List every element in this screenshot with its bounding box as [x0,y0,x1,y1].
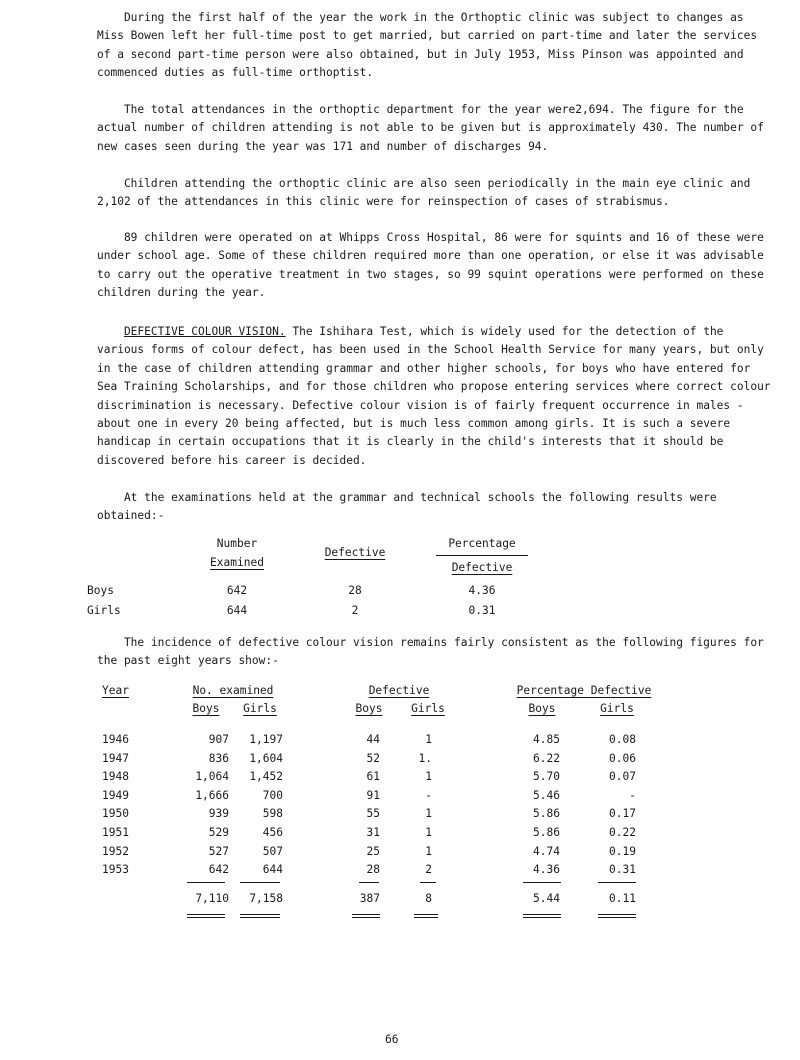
cell-pct-boys: 5.86 [533,807,560,821]
cell-percentage: 0.31 [468,604,496,617]
cell-year: 1946 [102,733,129,746]
double-rule [523,914,561,918]
cell-ex-girls: 456 [262,826,283,839]
cell-pct-boys: 4.74 [533,844,560,858]
cell-pct-boys: 5.86 [533,826,560,839]
cell-ex-boys: 1,666 [195,788,229,802]
paragraph-eye-clinic: Children attending the orthoptic clinic are also seen periodically in the main eye clinic and 2,102 of the attendances in this clinic were for reinspection of cases of strabismus. [97,177,751,209]
cell-year: 1947 [102,751,129,765]
total-rule [240,882,280,883]
cell-def-boys: 91 [366,788,380,802]
cell-def-boys: 31 [366,826,380,839]
cell-ex-girls: 700 [262,788,283,802]
cell-def-girls: 1 [425,844,432,858]
total-rule [523,882,561,883]
cell-def-boys: 61 [366,770,380,784]
cell-pct-girls: 0.19 [609,844,636,858]
paragraph-incidence: The incidence of defective colour vision remains fairly consistent as the following figures for the past eight years show:- [97,636,764,668]
subheader-ex-girls: Girls [243,702,277,715]
cell-ex-girls: 1,452 [249,770,283,784]
cell-year: 1952 [102,844,129,858]
cell-year: 1951 [102,826,129,839]
total-ex-boys: 7,110 [195,892,229,905]
cell-defective: 28 [348,584,362,597]
page-number: 66 [385,1033,399,1046]
header-pct-defective: Defective [451,561,513,574]
cell-pct-boys: 5.70 [533,770,560,784]
cell-pct-boys: 4.85 [533,733,560,746]
cell-ex-boys: 907 [208,733,229,746]
cell-ex-girls: 598 [262,807,283,821]
total-ex-girls: 7,158 [249,892,283,905]
row-label: Boys [87,584,114,597]
header-defective-group: Defective [368,684,430,697]
subheader-pct-girls: Girls [600,702,634,715]
cell-def-boys: 44 [366,733,380,746]
cell-pct-girls: 0.07 [609,770,636,784]
cell-defective: 2 [351,604,359,617]
paragraph-colour-vision [97,323,772,470]
cell-ex-girls: 644 [262,863,283,877]
total-rule [359,882,379,883]
cell-ex-boys: 642 [208,863,229,877]
cell-pct-girls: 0.31 [609,863,636,877]
cell-ex-girls: 1,604 [249,751,283,765]
cell-pct-girls: - [629,788,636,802]
cell-pct-girls: 0.17 [609,807,636,821]
cell-ex-boys: 527 [208,844,229,858]
cell-year: 1949 [102,788,129,802]
total-rule [187,882,225,883]
paragraph-examination-results: At the examinations held at the grammar and technical schools the following results were obtained:- [97,491,717,523]
paragraph-orthoptic-staffing: During the first half of the year the work in the Orthoptic clinic was subject to changes as Miss Bowen left her full-time post to get married, but carried on part-time and later the services of a second part-time person were also obtained, but in July 1953, Miss Pinson was appointed and commenced duties as full-time orthoptist. [97,11,758,80]
total-def-boys: 387 [359,892,380,905]
subheader-def-boys: Boys [355,702,383,715]
colour-vision-body: The Ishihara Test, which is widely used for the detection of the various forms of colour defect, has been used in the School Health Service for many years, but only in the case of children attending grammar and other higher schools, for boys who have entered for Sea Training Scholarships, and for those children who propose entering services where correct colour discrimination is necessary. Defective colour vision is of fairly frequent occurrence in males - about one in every 20 being affected, but is much less common among girls. It is such a severe handicap in certain occupations that it is clearly in the child's interests that it should be discovered before his career is decided. [97,325,771,467]
cell-ex-boys: 529 [208,826,229,839]
cell-def-girls: 1 [425,826,432,839]
cell-year: 1953 [102,863,129,877]
cell-def-boys: 52 [366,751,380,765]
cell-examined: 642 [226,584,248,597]
cell-pct-boys: 4.36 [533,863,560,877]
double-rule [240,914,280,918]
subheader-pct-boys: Boys [528,702,556,715]
double-rule [187,914,225,918]
section-heading-defective-colour-vision: DEFECTIVE COLOUR VISION. [123,325,286,338]
header-number: Number [216,537,258,550]
total-def-girls: 8 [425,892,432,905]
header-percentage-defective: Percentage Defective [516,684,652,697]
cell-ex-girls: 507 [262,844,283,858]
double-rule [598,914,636,918]
paragraph-operations: 89 children were operated on at Whipps Cross Hospital, 86 were for squints and 16 of these were under school age. Some of these children required more than one operation, or else it was advisable to carry out the operative treatment in two stages, so 99 squint operations were performed on these children during the year. [97,231,764,300]
cell-percentage: 4.36 [468,584,496,597]
cell-pct-boys: 6.22 [533,751,560,765]
header-defective: Defective [324,546,386,559]
cell-pct-girls: 0.06 [609,751,636,765]
total-rule [598,882,636,883]
subheader-def-girls: Girls [411,702,445,715]
cell-def-boys: 25 [366,844,380,858]
header-no-examined: No. examined [192,684,274,697]
cell-year: 1948 [102,770,129,784]
subheader-ex-boys: Boys [192,702,220,715]
cell-def-boys: 28 [366,863,380,877]
total-rule [420,882,436,883]
double-rule [414,914,438,918]
cell-def-girls: 2 [425,863,432,877]
cell-def-girls: 1 [425,770,432,784]
double-rule [352,914,380,918]
header-percentage: Percentage [448,537,516,550]
paragraph-attendances: The total attendances in the orthoptic department for the year were2,694. The figure for the actual number of children attending is not able to be given but is approximately 430. The number of new cases seen during the year was 171 and number of discharges 94. [97,103,764,153]
cell-pct-boys: 5.46 [533,788,560,802]
cell-def-girls: - [425,788,432,802]
percentage-rule [436,555,528,556]
total-pct-boys: 5.44 [533,892,560,905]
header-examined: Examined [210,556,264,569]
header-year: Year [102,684,129,697]
cell-examined: 644 [226,604,248,617]
cell-ex-boys: 939 [208,807,229,821]
cell-pct-girls: 0.08 [609,733,636,746]
cell-def-boys: 55 [366,807,380,821]
cell-def-girls: 1. [418,751,432,765]
cell-def-girls: 1 [425,733,432,746]
cell-ex-boys: 836 [208,751,229,765]
cell-ex-boys: 1,064 [195,770,229,784]
total-pct-girls: 0.11 [609,892,636,905]
cell-year: 1950 [102,807,129,821]
cell-pct-girls: 0.22 [609,826,636,839]
row-label: Girls [87,604,121,617]
cell-ex-girls: 1,197 [249,733,283,746]
cell-def-girls: 1 [425,807,432,821]
